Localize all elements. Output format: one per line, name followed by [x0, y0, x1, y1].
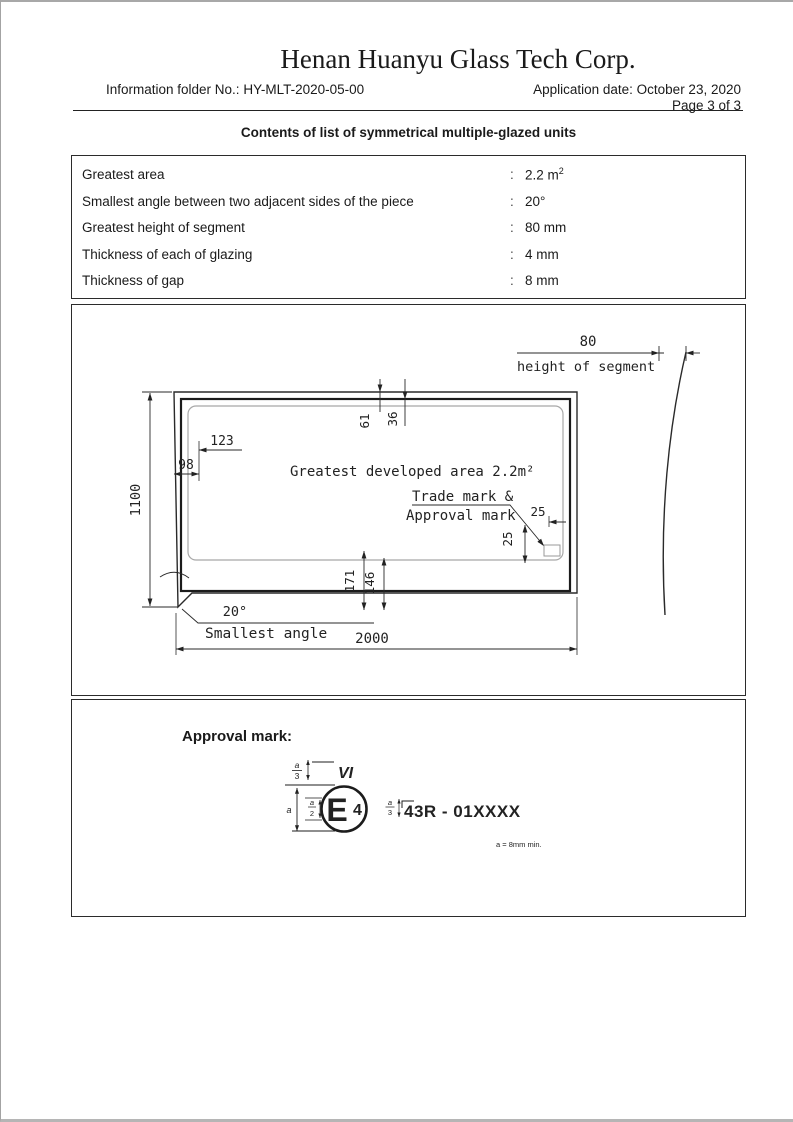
spec-value-text: 8 mm — [525, 273, 559, 289]
dim-171-label: 171 — [342, 569, 357, 593]
glazing-class-label: VI — [338, 765, 354, 782]
table-row — [72, 247, 745, 262]
angle-value-label: 20° — [222, 604, 248, 620]
greatest-area-label: Greatest developed area 2.2m² — [290, 464, 535, 480]
frac-a3-top-num: a — [294, 760, 300, 770]
spec-colon: : — [510, 193, 514, 209]
dim-1100-label: 1100 — [128, 483, 144, 517]
header-divider — [73, 110, 743, 111]
dim-61-label: 61 — [357, 413, 372, 429]
company-title: Henan Huanyu Glass Tech Corp. — [280, 44, 636, 74]
angle-leader — [182, 609, 374, 623]
glass-unit-drawing — [72, 305, 745, 695]
technical-drawing-panel — [71, 304, 746, 696]
spec-value — [525, 194, 545, 209]
spec-colon: : — [510, 246, 514, 262]
trademark-square — [544, 545, 560, 556]
section-title: Contents of list of symmetrical multiple-glazed units — [240, 125, 577, 140]
spec-label: Smallest angle between two adjacent sides of the piece — [82, 193, 414, 209]
trademark-label-2: Approval mark — [406, 508, 516, 524]
height-of-segment-label: height of segment — [517, 359, 656, 375]
spec-label: Thickness of gap — [82, 273, 185, 289]
application-date: Application date: October 23, 2020 — [533, 82, 741, 97]
table-row — [72, 220, 745, 235]
dim-36-label: 36 — [385, 411, 400, 427]
table-row — [72, 273, 745, 288]
spec-colon: : — [510, 166, 514, 182]
spec-table — [71, 155, 746, 299]
e-mark-number: 4 — [353, 802, 362, 819]
dim-a-label: a — [286, 805, 292, 815]
spec-value-sup: 2 — [558, 165, 564, 176]
spec-value-text: 4 mm — [525, 246, 559, 262]
spec-colon: : — [510, 220, 514, 236]
information-folder-number: Information folder No.: HY-MLT-2020-05-00 — [106, 82, 365, 97]
angle-arc — [160, 572, 189, 578]
frac-a3-top-den: 3 — [294, 771, 300, 781]
frac-a3-right-den: 3 — [387, 808, 393, 817]
e-mark-letter: E — [326, 792, 348, 828]
spec-value — [525, 220, 566, 235]
curved-glass-arc — [663, 352, 686, 615]
frac-a2-num: a — [309, 798, 315, 807]
approval-mark-heading: Approval mark: — [182, 728, 293, 745]
spec-label: Greatest area — [82, 166, 165, 182]
spec-value — [525, 166, 564, 183]
frac-a2-den: 2 — [309, 809, 315, 818]
dim-25v-label: 25 — [500, 531, 515, 547]
dim-98-label: 98 — [178, 458, 194, 473]
dimension-note: a = 8mm min. — [496, 840, 542, 849]
frac-a3-right-num: a — [387, 798, 393, 807]
table-row — [72, 166, 745, 183]
spec-value-text: 80 mm — [525, 220, 567, 236]
approval-mark-panel — [71, 699, 746, 917]
spec-value — [525, 273, 559, 288]
spec-label: Thickness of each of glazing — [82, 246, 253, 262]
page-number: Page 3 of 3 — [671, 98, 741, 113]
smallest-angle-label: Smallest angle — [205, 626, 328, 642]
e-approval-mark-drawing — [72, 700, 745, 916]
trademark-label-1: Trade mark & — [412, 489, 514, 505]
regulation-number: 43R - 01XXXX — [404, 802, 521, 821]
dim-2000-label: 2000 — [355, 631, 389, 647]
dim-123-label: 123 — [210, 434, 234, 449]
spec-value — [525, 247, 559, 262]
spec-label: Greatest height of segment — [82, 220, 245, 236]
spec-value-text: 2.2 m — [525, 167, 559, 183]
dim-25h-label: 25 — [530, 504, 546, 519]
dim-146-label: 146 — [362, 571, 377, 595]
dim-80-label: 80 — [579, 334, 597, 350]
spec-value-text: 20° — [525, 193, 546, 209]
spec-colon: : — [510, 273, 514, 289]
table-row — [72, 194, 745, 209]
